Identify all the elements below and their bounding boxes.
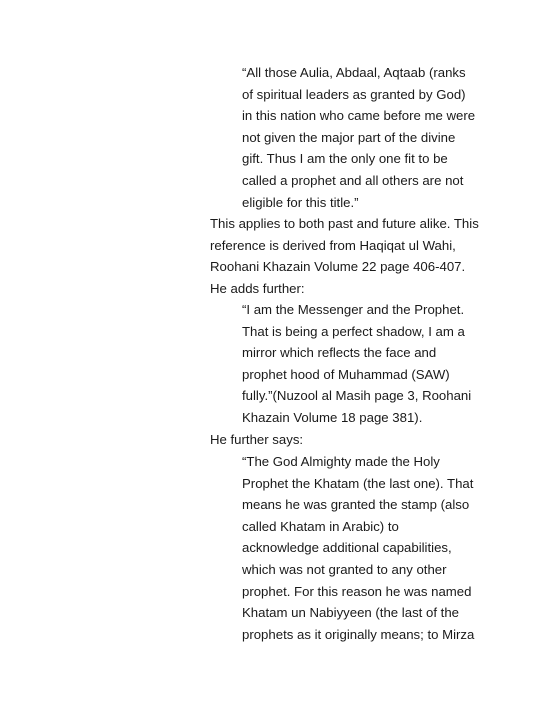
text-line: of spiritual leaders as granted by God) — [242, 86, 466, 102]
text-line: eligible for this title.” — [242, 194, 359, 210]
text-line: prophets as it originally means; to Mirza — [242, 626, 475, 642]
quote-god-almighty-khatam — [242, 451, 474, 645]
text-line: prophet hood of Muhammad (SAW) — [242, 366, 450, 382]
text-line: in this nation who came before me were — [242, 108, 476, 124]
text-line: He adds further: — [210, 280, 305, 296]
paragraph-past-and-future — [210, 213, 479, 299]
text-line: This applies to both past and future alike. This — [210, 216, 479, 231]
text-line: That is being a perfect shadow, I am a — [242, 323, 465, 339]
text-line: He further says: — [210, 432, 304, 447]
text-line: which was not granted to any other — [242, 561, 447, 577]
quote-aulia-abdaal — [242, 62, 475, 213]
text-line: reference is derived from Haqiqat ul Wahi, — [210, 237, 456, 253]
text-line: “I am the Messenger and the Prophet. — [242, 302, 465, 317]
text-line: called Khatam in Arabic) to — [242, 518, 399, 534]
text-line: fully.”(Nuzool al Masih page 3, Roohani — [242, 388, 472, 404]
text-line: prophet. For this reason he was named — [242, 583, 472, 599]
text-line: Prophet the Khatam (the last one). That — [242, 475, 474, 491]
text-line: means he was granted the stamp (also — [242, 497, 470, 513]
paragraph-he-further-says — [210, 429, 303, 451]
text-line: Roohani Khazain Volume 22 page 406-407. — [210, 259, 466, 275]
quote-messenger-and-prophet — [242, 299, 471, 429]
text-line: acknowledge additional capabilities, — [242, 540, 452, 556]
text-line: Khatam un Nabiyyeen (the last of the — [242, 605, 459, 621]
text-line: Khazain Volume 18 page 381). — [242, 409, 423, 425]
text-line: “All those Aulia, Abdaal, Aqtaab (ranks — [242, 65, 466, 80]
text-line: “The God Almighty made the Holy — [242, 454, 440, 469]
text-line: gift. Thus I am the only one fit to be — [242, 151, 448, 167]
text-line: not given the major part of the divine — [242, 129, 456, 145]
text-line: mirror which reflects the face and — [242, 345, 437, 361]
text-line: called a prophet and all others are not — [242, 172, 464, 188]
